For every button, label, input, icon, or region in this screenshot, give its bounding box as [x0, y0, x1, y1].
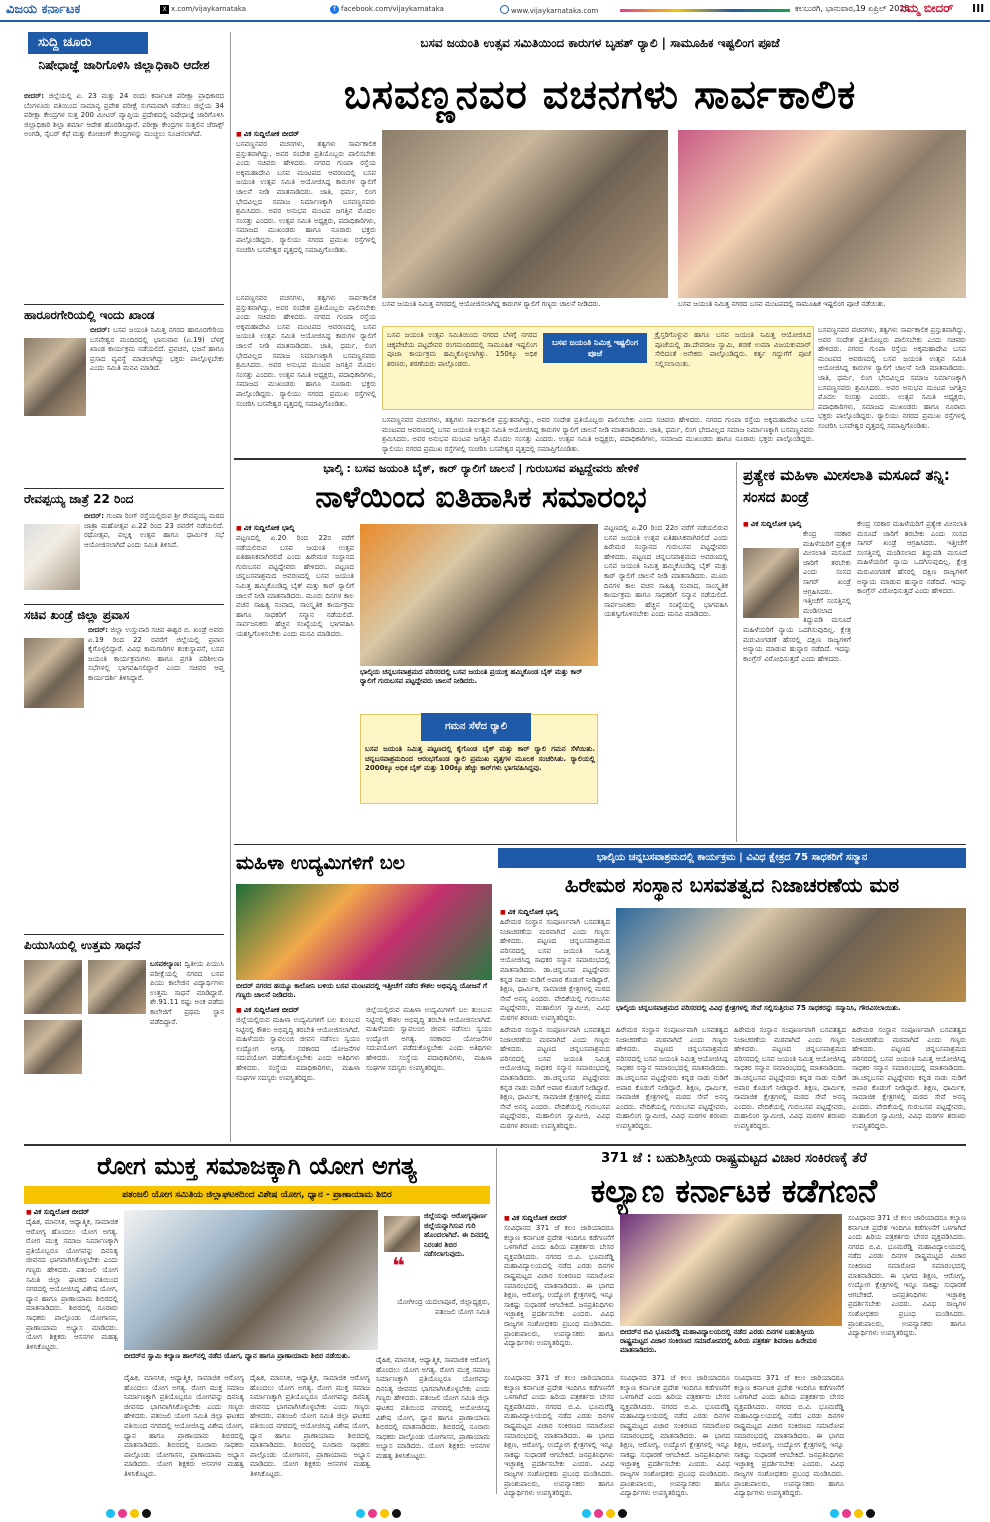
story-body: ಬಸವಣ್ಣನವರ ವಚನಗಳು, ತತ್ವಗಳು ಸಾರ್ವಕಾಲಿಕ ಪ್ರಸ್ತುತವಾಗಿದ್ದು, ಅವರ ಸಂದೇಶ ಪ್ರತಿಯೊಬ್ಬರು ಪಾಲಿಸಬೇಕು ಎಂದು ಸಚಿವರು ಹೇಳಿದರು. ನಗರದ ಗುಂಪಾ ರಸ್ತೆಯ ಅಕ್ಕಮಹಾದೇವಿ ಬಸವ ಮಂಟಪದ ಆವರಣದಲ್ಲಿ ಬಸವ ಜಯಂತಿ ಉತ್ಸವ ಸಮಿತಿ ಆಯೋಜಿಸಿದ್ದ ಕಾರುಗಳ ರ‍್ಯಾಲಿಗೆ ಚಾಲನೆ ನೀಡಿ ಮಾತನಾಡಿದರು. ಜಾತಿ, ಧರ್ಮ, ಲಿಂಗ ಭೇದವಿಲ್ಲದ ಸಮಾಜ ನಿರ್ಮಾಣಕ್ಕಾಗಿ ಬಸವಣ್ಣನವರು ಶ್ರಮಿಸಿದರು. ಅವರ ಅನುಭವ ಮಂಟಪ ಜಗತ್ತಿನ ಮೊದಲ ಸಂಸತ್ತು ಎಂದರು. ಉತ್ಸವ ಸಮಿತಿ ಅಧ್ಯಕ್ಷರು, ಪದಾಧಿಕಾರಿಗಳು, ಸಮಾಜದ ಮುಖಂಡರು ಹಾಗೂ ನೂರಾರು ಭಕ್ತರು ಪಾಲ್ಗೊಂಡಿದ್ದರು. ರ‍್ಯಾಲಿಯು ನಗರದ ಪ್ರಮುಖ ರಸ್ತೆಗಳಲ್ಲಿ ಸಂಚರಿಸಿ ಬಸವೇಶ್ವರ ವೃತ್ತದಲ್ಲಿ ಸಮಾಪ್ತಿಗೊಂಡಿತು. [236, 140, 376, 254]
highlight-box-left: ಬಸವ ಜಯಂತಿ ಉತ್ಸವ ಸಮಿತಿಯಿಂದ ನಗರದ ಬೆಳಗ್ಗೆ ನಗರದ ಚಿಕ್ಕಪೇಟೆಯ ಪಟ್ಟದೇವರ ರಂಗಮಂದಿರದಲ್ಲಿ ಸಾಮೂಹಿಕ ಇಷ್ಟಲಿಂಗ ಪೂಜಾ ಕಾರ್ಯಕ್ರಮ ಹಮ್ಮಿಕೊಳ್ಳಲಾಗಿತ್ತು. 150ಕ್ಕೂ ಅಧಿಕ ಶರಣರು, ಶರಣೆಯರು ಪಾಲ್ಗೊಂಡರು. [387, 331, 537, 368]
story-kicker: ಬಸವ ಜಯಂತಿ ಉತ್ಸವ ಸಮಿತಿಯಿಂದ ಕಾರುಗಳ ಬೃಹತ್ ರ‍್ಯಾಲಿ | ಸಾಮೂಹಿಕ ಇಷ್ಟಲಿಂಗ ಪೂಜೆ [420, 36, 780, 50]
story-body: ಸಂವಿಧಾನದ 371 ಜೆ ಕಲಂ ಜಾರಿಯಾದರೂ ಕಲ್ಯಾಣ ಕರ್ನಾಟಕ ಪ್ರದೇಶ ಇಂದಿಗೂ ಕಡೆಗಣನೆಗೆ ಒಳಗಾಗಿದೆ ಎಂದು ಹಿರಿಯ ಪತ್ರಕರ್ತರು ಬೇಸರ ವ್ಯಕ್ತಪಡಿಸಿದರು. ನಗರದ ಬಿ.ವಿ. ಭೂಮರೆಡ್ಡಿ ಮಹಾವಿದ್ಯಾಲಯದಲ್ಲಿ ನಡೆದ ಎರಡು ದಿನಗಳ ರಾಷ್ಟ್ರಮಟ್ಟದ ವಿಚಾರ ಸಂಕಿರಣದ ಸಮಾರೋಪ ಸಮಾರಂಭದಲ್ಲಿ ಮಾತನಾಡಿದರು. ಈ ಭಾಗದ ಶಿಕ್ಷಣ, ಆರೋಗ್ಯ, ಉದ್ಯೋಗ ಕ್ಷೇತ್ರಗಳಲ್ಲಿ ಇನ್ನೂ ಸಾಕಷ್ಟು ಸುಧಾರಣೆ ಆಗಬೇಕಿದೆ. ಜನಪ್ರತಿನಿಧಿಗಳು ಇಚ್ಛಾಶಕ್ತಿ ಪ್ರದರ್ಶಿಸಬೇಕು ಎಂದರು. ವಿವಿಧ ರಾಜ್ಯಗಳ ಸಂಶೋಧಕರು ಪ್ರಬಂಧ ಮಂಡಿಸಿದರು. ಪ್ರಾಂಶುಪಾಲರು, ಉಪನ್ಯಾಸಕರು ಹಾಗೂ ವಿದ್ಯಾರ್ಥಿಗಳು ಉಪಸ್ಥಿತರಿದ್ದರು. [734, 1374, 844, 1498]
story-body: ಬಸವಣ್ಣನವರ ವಚನಗಳು, ತತ್ವಗಳು ಸಾರ್ವಕಾಲಿಕ ಪ್ರಸ್ತುತವಾಗಿದ್ದು, ಅವರ ಸಂದೇಶ ಪ್ರತಿಯೊಬ್ಬರು ಪಾಲಿಸಬೇಕು ಎಂದು ಸಚಿವರು ಹೇಳಿದರು. ನಗರದ ಗುಂಪಾ ರಸ್ತೆಯ ಅಕ್ಕಮಹಾದೇವಿ ಬಸವ ಮಂಟಪದ ಆವರಣದಲ್ಲಿ ಬಸವ ಜಯಂತಿ ಉತ್ಸವ ಸಮಿತಿ ಆಯೋಜಿಸಿದ್ದ ಕಾರುಗಳ ರ‍್ಯಾಲಿಗೆ ಚಾಲನೆ ನೀಡಿ ಮಾತನಾಡಿದರು. ಜಾತಿ, ಧರ್ಮ, ಲಿಂಗ ಭೇದವಿಲ್ಲದ ಸಮಾಜ ನಿರ್ಮಾಣಕ್ಕಾಗಿ ಬಸವಣ್ಣನವರು ಶ್ರಮಿಸಿದರು. ಅವರ ಅನುಭವ ಮಂಟಪ ಜಗತ್ತಿನ ಮೊದಲ ಸಂಸತ್ತು ಎಂದರು. ಉತ್ಸವ ಸಮಿತಿ ಅಧ್ಯಕ್ಷರು, ಪದಾಧಿಕಾರಿಗಳು, ಸಮಾಜದ ಮುಖಂಡರು ಹಾಗೂ ನೂರಾರು ಭಕ್ತರು ಪಾಲ್ಗೊಂಡಿದ್ದರು. ರ‍್ಯಾಲಿಯು ನಗರದ ಪ್ರಮುಖ ರಸ್ತೆಗಳಲ್ಲಿ ಸಂಚರಿಸಿ ಬಸವೇಶ್ವರ ವೃತ್ತದಲ್ಲಿ ಸಮಾಪ್ತಿಗೊಂಡಿತು. [818, 326, 966, 430]
briefs-header: ಸುದ್ದಿ ಚೂರು [28, 32, 148, 54]
story-kicker: ಭಾಲ್ಕಿ : ಬಸವ ಜಯಂತಿ ಬೈಕ್, ಕಾರ್ ರ‍್ಯಾಲಿಗೆ ಚಾಲನೆ | ಗುರುಬಸವ ಪಟ್ಟದ್ದೇವರು ಹೇಳಿಕೆ [323, 462, 639, 475]
masthead [0, 0, 990, 22]
photo-caption: ಬಸವ ಜಯಂತಿ ನಿಮಿತ್ತ ನಗರದಲ್ಲಿ ಆಯೋಜಿಸಲಾಗಿದ್ದ ಕಾರುಗಳ ರ‍್ಯಾಲಿಗೆ ಗಣ್ಯರು ಚಾಲನೆ ನೀಡಿದರು. [382, 300, 601, 308]
divider [234, 458, 966, 460]
story-byline: ■ ವಿಕ ಸುದ್ದಿಲೋಕ ಬೀದರ್ [236, 1006, 299, 1015]
car-rally-photo [382, 130, 668, 298]
quote-mark-icon: ❝ [392, 1254, 405, 1279]
registration-marks [830, 1503, 878, 1522]
registration-marks [356, 1503, 404, 1522]
registration-marks [582, 1503, 630, 1522]
story-headline: ಕಲ್ಯಾಣ ಕರ್ನಾಟಕ ಕಡೆಗಣನೆ [590, 1172, 878, 1210]
yoga-story [24, 1148, 490, 1494]
globe-icon [500, 5, 509, 14]
story-body: ಸಂವಿಧಾನದ 371 ಜೆ ಕಲಂ ಜಾರಿಯಾದರೂ ಕಲ್ಯಾಣ ಕರ್ನಾಟಕ ಪ್ರದೇಶ ಇಂದಿಗೂ ಕಡೆಗಣನೆಗೆ ಒಳಗಾಗಿದೆ ಎಂದು ಹಿರಿಯ ಪತ್ರಕರ್ತರು ಬೇಸರ ವ್ಯಕ್ತಪಡಿಸಿದರು. ನಗರದ ಬಿ.ವಿ. ಭೂಮರೆಡ್ಡಿ ಮಹಾವಿದ್ಯಾಲಯದಲ್ಲಿ ನಡೆದ ಎರಡು ದಿನಗಳ ರಾಷ್ಟ್ರಮಟ್ಟದ ವಿಚಾರ ಸಂಕಿರಣದ ಸಮಾರೋಪ ಸಮಾರಂಭದಲ್ಲಿ ಮಾತನಾಡಿದರು. ಈ ಭಾಗದ ಶಿಕ್ಷಣ, ಆರೋಗ್ಯ, ಉದ್ಯೋಗ ಕ್ಷೇತ್ರಗಳಲ್ಲಿ ಇನ್ನೂ ಸಾಕಷ್ಟು ಸುಧಾರಣೆ ಆಗಬೇಕಿದೆ. ಜನಪ್ರತಿನಿಧಿಗಳು ಇಚ್ಛಾಶಕ್ತಿ ಪ್ರದರ್ಶಿಸಬೇಕು ಎಂದರು. ವಿವಿಧ ರಾಜ್ಯಗಳ ಸಂಶೋಧಕರು ಪ್ರಬಂಧ ಮಂಡಿಸಿದರು. ಪ್ರಾಂಶುಪಾಲರು, ಉಪನ್ಯಾಸಕರು ಹಾಗೂ ವಿದ್ಯಾರ್ಥಿಗಳು ಉಪಸ್ಥಿತರಿದ್ದರು. [620, 1374, 730, 1498]
women-entrepreneurs-story [234, 848, 492, 1142]
story-byline: ■ ವಿಕ ಸುದ್ದಿಲೋಕ ಭಾಲ್ಕಿ [500, 908, 558, 917]
x-icon: X [160, 5, 169, 14]
edition-name: ನಮ್ಮ ಬೀದರ್ [900, 1, 954, 15]
story-body: ದೈಹಿಕ, ಮಾನಸಿಕ, ಆಧ್ಯಾತ್ಮಿಕ, ಸಾಮಾಜಿಕ ಆರೋಗ್ಯ ಹೊಂದಲು ಯೋಗ ಅಗತ್ಯ. ರೋಗ ಮುಕ್ತ ಸಮಾಜ ನಿರ್ಮಾಣಕ್ಕಾಗಿ ಪ್ರತಿಯೊಬ್ಬರೂ ಯೋಗವನ್ನು ದಿನನಿತ್ಯ ಜೀವನದ ಭಾಗವಾಗಿಸಿಕೊಳ್ಳಬೇಕು ಎಂದು ಗಣ್ಯರು ಹೇಳಿದರು. ಪತಂಜಲಿ ಯೋಗ ಸಮಿತಿ ಜಿಲ್ಲಾ ಘಟಕದ ವತಿಯಿಂದ ನಗರದಲ್ಲಿ ಆಯೋಜಿಸಿದ್ದ ವಿಶೇಷ ಯೋಗ, ಧ್ಯಾನ ಹಾಗೂ ಪ್ರಾಣಾಯಾಮ ಶಿಬಿರದಲ್ಲಿ ಮಾತನಾಡಿದರು. ಶಿಬಿರದಲ್ಲಿ ನೂರಾರು ಸಾಧಕರು ಪಾಲ್ಗೊಂಡು ಯೋಗಾಸನ, ಪ್ರಾಣಾಯಾಮ ಅಭ್ಯಾಸ ಮಾಡಿದರು. ಯೋಗ ಶಿಕ್ಷಕರು ಆಸನಗಳ ಮಹತ್ವ ತಿಳಿಸಿಕೊಟ್ಟರು. [124, 1374, 244, 1478]
story-body: ಹಿರೇಮಠ ಸಂಸ್ಥಾನ ಸಂಪೂರ್ಣವಾಗಿ ಬಸವತತ್ವದ ನಿಜಾಚರಣೆಯ ಮಠವಾಗಿದೆ ಎಂದು ಗಣ್ಯರು ಹೇಳಿದರು. ಪಟ್ಟಣದ ಚನ್ನಬಸವಾಶ್ರಮದ ಪರಿಸರದಲ್ಲಿ ಬಸವ ಜಯಂತಿ ನಿಮಿತ್ತ ಆಯೋಜಿಸಿದ್ದ ಸಾಧಕರ ಸನ್ಮಾನ ಸಮಾರಂಭದಲ್ಲಿ ಮಾತನಾಡಿದರು. ಡಾ.ಚನ್ನಬಸವ ಪಟ್ಟದ್ದೇವರು ಕನ್ನಡ ನಾಡು ನುಡಿಗೆ ಅಪಾರ ಕೊಡುಗೆ ನೀಡಿದ್ದಾರೆ. ಶಿಕ್ಷಣ, ಧಾರ್ಮಿಕ, ಸಾಮಾಜಿಕ ಕ್ಷೇತ್ರಗಳಲ್ಲಿ ಮಠದ ಸೇವೆ ಅನನ್ಯ ಎಂದರು. ವೇದಿಕೆಯಲ್ಲಿ ಗುರುಬಸವ ಪಟ್ಟದ್ದೇವರು, ಮಹಾಲಿಂಗ ಸ್ವಾಮೀಜಿ, ವಿವಿಧ ಮಠಗಳ ಶರಣರು ಉಪಸ್ಥಿತರಿದ್ದರು. [734, 1026, 846, 1130]
facebook-social-link[interactable]: f facebook.com/vijaykarnataka [330, 5, 444, 14]
story-body: ಜಿಲ್ಲೆಯಲ್ಲಿರುವ ಮಹಿಳಾ ಉದ್ಯಮಿಗಳಿಗೆ ಬಲ ತುಂಬುವ ನಿಟ್ಟಿನಲ್ಲಿ ಕೌಶಲ ಅಭಿವೃದ್ಧಿ ತರಬೇತಿ ಆಯೋಜಿಸಲಾಗಿದೆ. ಮಹಿಳೆಯರು ಸ್ವಾವಲಂಬಿ ಜೀವನ ನಡೆಸಲು ಸ್ವಯಂ ಉದ್ಯೋಗ ಅಗತ್ಯ. ಸರಕಾರದ ಯೋಜನೆಗಳ ಸದುಪಯೋಗ ಪಡೆದುಕೊಳ್ಳಬೇಕು ಎಂದು ಅತಿಥಿಗಳು ಹೇಳಿದರು. ಸಂಸ್ಥೆಯ ಪದಾಧಿಕಾರಿಗಳು, ಮಹಿಳಾ ಸಂಘಗಳ ಸದಸ್ಯರು ಉಪಸ್ಥಿತರಿದ್ದರು. [366, 1006, 492, 1072]
quote-author: ಯೋಗೀಂದ್ರ ಯದಲಾಪೂರೆ, ಜಿಲ್ಲಾಧ್ಯಕ್ಷರು, ಪತಂಜಲಿ ಯೋಗ ಸಮಿತಿ [396, 1298, 490, 1316]
highlight-box [382, 326, 814, 410]
story-byline: ■ ವಿಕ ಸುದ್ದಿಲೋಕ ಬೀದರ್ [504, 1214, 567, 1223]
story-body: ಬಸವಣ್ಣನವರ ವಚನಗಳು, ತತ್ವಗಳು ಸಾರ್ವಕಾಲಿಕ ಪ್ರಸ್ತುತವಾಗಿದ್ದು, ಅವರ ಸಂದೇಶ ಪ್ರತಿಯೊಬ್ಬರು ಪಾಲಿಸಬೇಕು ಎಂದು ಸಚಿವರು ಹೇಳಿದರು. ನಗರದ ಗುಂಪಾ ರಸ್ತೆಯ ಅಕ್ಕಮಹಾದೇವಿ ಬಸವ ಮಂಟಪದ ಆವರಣದಲ್ಲಿ ಬಸವ ಜಯಂತಿ ಉತ್ಸವ ಸಮಿತಿ ಆಯೋಜಿಸಿದ್ದ ಕಾರುಗಳ ರ‍್ಯಾಲಿಗೆ ಚಾಲನೆ ನೀಡಿ ಮಾತನಾಡಿದರು. ಜಾತಿ, ಧರ್ಮ, ಲಿಂಗ ಭೇದವಿಲ್ಲದ ಸಮಾಜ ನಿರ್ಮಾಣಕ್ಕಾಗಿ ಬಸವಣ್ಣನವರು ಶ್ರಮಿಸಿದರು. ಅವರ ಅನುಭವ ಮಂಟಪ ಜಗತ್ತಿನ ಮೊದಲ ಸಂಸತ್ತು ಎಂದರು. ಉತ್ಸವ ಸಮಿತಿ ಅಧ್ಯಕ್ಷರು, ಪದಾಧಿಕಾರಿಗಳು, ಸಮಾಜದ ಮುಖಂಡರು ಹಾಗೂ ನೂರಾರು ಭಕ್ತರು ಪಾಲ್ಗೊಂಡಿದ್ದರು. ರ‍್ಯಾಲಿಯು ನಗರದ ಪ್ರಮುಖ ರಸ್ತೆಗಳಲ್ಲಿ ಸಂಚರಿಸಿ ಬಸವೇಶ್ವರ ವೃತ್ತದಲ್ಲಿ ಸಮಾಪ್ತಿಗೊಂಡಿತು. [236, 294, 376, 408]
photo-caption: ಭಾಲ್ಕಿಯ ಚನ್ನಬಸವಾಶ್ರಮದ ಪರಿಸರದಲ್ಲಿ ಬಸವ ಜಯಂತಿ ಪ್ರಯುಕ್ತ ಹಮ್ಮಿಕೊಂಡ ಬೈಕ್ ಮತ್ತು ಕಾರ್ ರ‍್ಯಾಲಿಗೆ ಗುರುಬಸವ ಪಟ್ಟದ್ದೇವರು ಚಾಲನೆ ನೀಡಿದರು. [360, 668, 583, 685]
story-body: ದೈಹಿಕ, ಮಾನಸಿಕ, ಆಧ್ಯಾತ್ಮಿಕ, ಸಾಮಾಜಿಕ ಆರೋಗ್ಯ ಹೊಂದಲು ಯೋಗ ಅಗತ್ಯ. ರೋಗ ಮುಕ್ತ ಸಮಾಜ ನಿರ್ಮಾಣಕ್ಕಾಗಿ ಪ್ರತಿಯೊಬ್ಬರೂ ಯೋಗವನ್ನು ದಿನನಿತ್ಯ ಜೀವನದ ಭಾಗವಾಗಿಸಿಕೊಳ್ಳಬೇಕು ಎಂದು ಗಣ್ಯರು ಹೇಳಿದರು. ಪತಂಜಲಿ ಯೋಗ ಸಮಿತಿ ಜಿಲ್ಲಾ ಘಟಕದ ವತಿಯಿಂದ ನಗರದಲ್ಲಿ ಆಯೋಜಿಸಿದ್ದ ವಿಶೇಷ ಯೋಗ, ಧ್ಯಾನ ಹಾಗೂ ಪ್ರಾಣಾಯಾಮ ಶಿಬಿರದಲ್ಲಿ ಮಾತನಾಡಿದರು. ಶಿಬಿರದಲ್ಲಿ ನೂರಾರು ಸಾಧಕರು ಪಾಲ್ಗೊಂಡು ಯೋಗಾಸನ, ಪ್ರಾಣಾಯಾಮ ಅಭ್ಯಾಸ ಮಾಡಿದರು. ಯೋಗ ಶಿಕ್ಷಕರು ಆಸನಗಳ ಮಹತ್ವ ತಿಳಿಸಿಕೊಟ್ಟರು. [250, 1374, 370, 1478]
story-body: ಕೇಂದ್ರ ಸರಕಾರ ಮಹಿಳೆಯರಿಗೆ ಪ್ರತ್ಯೇಕ ಮೀಸಲಾತಿ ಮಸೂದೆ ಜಾರಿಗೆ ತರಬೇಕು ಎಂದು ಸಂಸದ ಸಾಗರ್ ಖಂಡ್ರೆ ಆಗ್ರಹಿಸಿದರು. ಇತ್ತೀಚೆಗೆ ಸಂಸತ್ತಿನಲ್ಲಿ ಮಂಡಿಸಲಾದ ತಿದ್ದುಪಡಿ ಮಸೂದೆ ಮಹಿಳೆಯರಿಗೆ ನ್ಯಾಯ ಒದಗಿಸುವುದಿಲ್ಲ. ಕ್ಷೇತ್ರ ಮರುವಿಂಗಡಣೆ ಹೆಸರಲ್ಲಿ ದಕ್ಷಿಣ ರಾಜ್ಯಗಳಿಗೆ ಅನ್ಯಾಯ ಮಾಡುವ ಹುನ್ನಾರ ನಡೆದಿದೆ. ಇದನ್ನು ಕಾಂಗ್ರೆಸ್ ವಿರೋಧಿಸುತ್ತದೆ ಎಂದು ಹೇಳಿದರು. [857, 520, 967, 596]
column-divider [496, 1148, 497, 1494]
brief-title: ಸಚಿವ ಖಂಡ್ರೆ ಜಿಲ್ಲಾ ಪ್ರವಾಸ [24, 608, 130, 622]
story-headline: ರೋಗ ಮುಕ್ತ ಸಮಾಜಕ್ಕಾಗಿ ಯೋಗ ಅಗತ್ಯ [97, 1152, 417, 1180]
khandre-story [736, 462, 966, 842]
story-headline: ಮಹಿಳಾ ಉದ್ಯಮಿಗಳಿಗೆ ಬಲ [236, 852, 405, 874]
ishtalinga-puja-photo [678, 130, 966, 298]
story-body: ಸಂವಿಧಾನದ 371 ಜೆ ಕಲಂ ಜಾರಿಯಾದರೂ ಕಲ್ಯಾಣ ಕರ್ನಾಟಕ ಪ್ರದೇಶ ಇಂದಿಗೂ ಕಡೆಗಣನೆಗೆ ಒಳಗಾಗಿದೆ ಎಂದು ಹಿರಿಯ ಪತ್ರಕರ್ತರು ಬೇಸರ ವ್ಯಕ್ತಪಡಿಸಿದರು. ನಗರದ ಬಿ.ವಿ. ಭೂಮರೆಡ್ಡಿ ಮಹಾವಿದ್ಯಾಲಯದಲ್ಲಿ ನಡೆದ ಎರಡು ದಿನಗಳ ರಾಷ್ಟ್ರಮಟ್ಟದ ವಿಚಾರ ಸಂಕಿರಣದ ಸಮಾರೋಪ ಸಮಾರಂಭದಲ್ಲಿ ಮಾತನಾಡಿದರು. ಈ ಭಾಗದ ಶಿಕ್ಷಣ, ಆರೋಗ್ಯ, ಉದ್ಯೋಗ ಕ್ಷೇತ್ರಗಳಲ್ಲಿ ಇನ್ನೂ ಸಾಕಷ್ಟು ಸುಧಾರಣೆ ಆಗಬೇಕಿದೆ. ಜನಪ್ರತಿನಿಧಿಗಳು ಇಚ್ಛಾಶಕ್ತಿ ಪ್ರದರ್ಶಿಸಬೇಕು ಎಂದರು. ವಿವಿಧ ರಾಜ್ಯಗಳ ಸಂಶೋಧಕರು ಪ್ರಬಂಧ ಮಂಡಿಸಿದರು. ಪ್ರಾಂಶುಪಾಲರು, ಉಪನ್ಯಾಸಕರು ಹಾಗೂ ವಿದ್ಯಾರ್ಥಿಗಳು ಉಪಸ್ಥಿತರಿದ್ದರು. [504, 1374, 614, 1498]
quote-text: ಜಿಲ್ಲೆಯನ್ನು ಆರೋಗ್ಯಪೂರ್ಣ ಜಿಲ್ಲೆಯನ್ನಾಗಿಸುವ ಗುರಿ ಹೊಂದಲಾಗಿದೆ. ಈ ದಿನದಲ್ಲಿ ನಿರಂತರ ಶಿಬಿರ ನಡೆಸಲಾಗುವುದು. [424, 1212, 489, 1259]
x-social-link[interactable]: X x.com/vijaykarnataka [160, 5, 246, 14]
story-body: ದೈಹಿಕ, ಮಾನಸಿಕ, ಆಧ್ಯಾತ್ಮಿಕ, ಸಾಮಾಜಿಕ ಆರೋಗ್ಯ ಹೊಂದಲು ಯೋಗ ಅಗತ್ಯ. ರೋಗ ಮುಕ್ತ ಸಮಾಜ ನಿರ್ಮಾಣಕ್ಕಾಗಿ ಪ್ರತಿಯೊಬ್ಬರೂ ಯೋಗವನ್ನು ದಿನನಿತ್ಯ ಜೀವನದ ಭಾಗವಾಗಿಸಿಕೊಳ್ಳಬೇಕು ಎಂದು ಗಣ್ಯರು ಹೇಳಿದರು. ಪತಂಜಲಿ ಯೋಗ ಸಮಿತಿ ಜಿಲ್ಲಾ ಘಟಕದ ವತಿಯಿಂದ ನಗರದಲ್ಲಿ ಆಯೋಜಿಸಿದ್ದ ವಿಶೇಷ ಯೋಗ, ಧ್ಯಾನ ಹಾಗೂ ಪ್ರಾಣಾಯಾಮ ಶಿಬಿರದಲ್ಲಿ ಮಾತನಾಡಿದರು. ಶಿಬಿರದಲ್ಲಿ ನೂರಾರು ಸಾಧಕರು ಪಾಲ್ಗೊಂಡು ಯೋಗಾಸನ, ಪ್ರಾಣಾಯಾಮ ಅಭ್ಯಾಸ ಮಾಡಿದರು. ಯೋಗ ಶಿಕ್ಷಕರು ಆಸನಗಳ ಮಹತ್ವ ತಿಳಿಸಿಕೊಟ್ಟರು. [26, 1218, 118, 1351]
kalyana-karnataka-story [502, 1148, 966, 1498]
felicitation-photo [616, 908, 966, 1002]
story-body: ಸಂವಿಧಾನದ 371 ಜೆ ಕಲಂ ಜಾರಿಯಾದರೂ ಕಲ್ಯಾಣ ಕರ್ನಾಟಕ ಪ್ರದೇಶ ಇಂದಿಗೂ ಕಡೆಗಣನೆಗೆ ಒಳಗಾಗಿದೆ ಎಂದು ಹಿರಿಯ ಪತ್ರಕರ್ತರು ಬೇಸರ ವ್ಯಕ್ತಪಡಿಸಿದರು. ನಗರದ ಬಿ.ವಿ. ಭೂಮರೆಡ್ಡಿ ಮಹಾವಿದ್ಯಾಲಯದಲ್ಲಿ ನಡೆದ ಎರಡು ದಿನಗಳ ರಾಷ್ಟ್ರಮಟ್ಟದ ವಿಚಾರ ಸಂಕಿರಣದ ಸಮಾರೋಪ ಸಮಾರಂಭದಲ್ಲಿ ಮಾತನಾಡಿದರು. ಈ ಭಾಗದ ಶಿಕ್ಷಣ, ಆರೋಗ್ಯ, ಉದ್ಯೋಗ ಕ್ಷೇತ್ರಗಳಲ್ಲಿ ಇನ್ನೂ ಸಾಕಷ್ಟು ಸುಧಾರಣೆ ಆಗಬೇಕಿದೆ. ಜನಪ್ರತಿನಿಧಿಗಳು ಇಚ್ಛಾಶಕ್ತಿ ಪ್ರದರ್ಶಿಸಬೇಕು ಎಂದರು. ವಿವಿಧ ರಾಜ್ಯಗಳ ಸಂಶೋಧಕರು ಪ್ರಬಂಧ ಮಂಡಿಸಿದರು. ಪ್ರಾಂಶುಪಾಲರು, ಉಪನ್ಯಾಸಕರು ಹಾಗೂ ವಿದ್ಯಾರ್ಥಿಗಳು ಉಪಸ್ಥಿತರಿದ್ದರು. [848, 1214, 966, 1338]
page-number: III [972, 2, 985, 15]
student-photo [88, 960, 146, 1014]
story-body: ಕೇಂದ್ರ ಸರಕಾರ ಮಹಿಳೆಯರಿಗೆ ಪ್ರತ್ಯೇಕ ಮೀಸಲಾತಿ ಮಸೂದೆ ಜಾರಿಗೆ ತರಬೇಕು ಎಂದು ಸಂಸದ ಸಾಗರ್ ಖಂಡ್ರೆ ಆಗ್ರಹಿಸಿದರು. ಇತ್ತೀಚೆಗೆ ಸಂಸತ್ತಿನಲ್ಲಿ ಮಂಡಿಸಲಾದ ತಿದ್ದುಪಡಿ ಮಸೂದೆ ಮಹಿಳೆಯರಿಗೆ ನ್ಯಾಯ ಒದಗಿಸುವುದಿಲ್ಲ. ಕ್ಷೇತ್ರ ಮರುವಿಂಗಡಣೆ ಹೆಸರಲ್ಲಿ ದಕ್ಷಿಣ ರಾಜ್ಯಗಳಿಗೆ ಅನ್ಯಾಯ ಮಾಡುವ ಹುನ್ನಾರ ನಡೆದಿದೆ. ಇದನ್ನು ಕಾಂಗ್ರೆಸ್ ವಿರೋಧಿಸುತ್ತದೆ ಎಂದು ಹೇಳಿದರು. [743, 530, 851, 663]
brief-body: ಬೀದರ್: ಜಿಲ್ಲಾ ಉಸ್ತುವಾರಿ ಸಚಿವ ಈಶ್ವರ ಬಿ. ಖಂಡ್ರೆ ಅವರು ಏ.19 ರಿಂದ 22 ರವರೆಗೆ ಜಿಲ್ಲೆಯಲ್ಲಿ ಪ್ರವಾಸ ಕೈಗೊಳ್ಳಲಿದ್ದಾರೆ. ವಿವಿಧ ಕಾಮಗಾರಿಗಳ ಶಂಕುಸ್ಥಾಪನೆ, ಬಸವ ಜಯಂತಿ ಕಾರ್ಯಕ್ರಮಗಳು ಹಾಗೂ ಪ್ರಗತಿ ಪರಿಶೀಲನಾ ಸಭೆಗಳಲ್ಲಿ ಭಾಗವಹಿಸಲಿದ್ದಾರೆ ಎಂದು ಸಚಿವರ ಆಪ್ತ ಕಾರ್ಯದರ್ಶಿ ತಿಳಿಸಿದ್ದಾರೆ. [88, 626, 224, 682]
story-band: ಭಾಲ್ಕಿಯ ಚನ್ನಬಸವಾಶ್ರಮದಲ್ಲಿ ಕಾರ್ಯಕ್ರಮ | ವಿವಿಧ ಕ್ಷೇತ್ರದ 75 ಸಾಧಕರಿಗೆ ಸನ್ಮಾನ [498, 848, 966, 868]
story-body: ಹಿರೇಮಠ ಸಂಸ್ಥಾನ ಸಂಪೂರ್ಣವಾಗಿ ಬಸವತತ್ವದ ನಿಜಾಚರಣೆಯ ಮಠವಾಗಿದೆ ಎಂದು ಗಣ್ಯರು ಹೇಳಿದರು. ಪಟ್ಟಣದ ಚನ್ನಬಸವಾಶ್ರಮದ ಪರಿಸರದಲ್ಲಿ ಬಸವ ಜಯಂತಿ ನಿಮಿತ್ತ ಆಯೋಜಿಸಿದ್ದ ಸಾಧಕರ ಸನ್ಮಾನ ಸಮಾರಂಭದಲ್ಲಿ ಮಾತನಾಡಿದರು. ಡಾ.ಚನ್ನಬಸವ ಪಟ್ಟದ್ದೇವರು ಕನ್ನಡ ನಾಡು ನುಡಿಗೆ ಅಪಾರ ಕೊಡುಗೆ ನೀಡಿದ್ದಾರೆ. ಶಿಕ್ಷಣ, ಧಾರ್ಮಿಕ, ಸಾಮಾಜಿಕ ಕ್ಷೇತ್ರಗಳಲ್ಲಿ ಮಠದ ಸೇವೆ ಅನನ್ಯ ಎಂದರು. ವೇದಿಕೆಯಲ್ಲಿ ಗುರುಬಸವ ಪಟ್ಟದ್ದೇವರು, ಮಹಾಲಿಂಗ ಸ್ವಾಮೀಜಿ, ವಿವಿಧ ಮಠಗಳ ಶರಣರು ಉಪಸ್ಥಿತರಿದ್ದರು. [616, 1026, 728, 1130]
story-headline: ನಾಳೆಯಿಂದ ಐತಿಹಾಸಿಕ ಸಮಾರಂಭ [315, 480, 647, 515]
story-headline: ಪ್ರತ್ಯೇಕ ಮಹಿಳಾ ಮೀಸಲಾತಿ ಮಸೂದೆ ತನ್ನಿ: ಸಂಸದ ಖಂಡ್ರೆ [743, 466, 950, 506]
story-byline: ■ ವಿಕ ಸುದ್ದಿಲೋಕ ಬೀದರ್ [26, 1208, 89, 1217]
brief-body: ಬೀದರ್: ಜಿಲ್ಲೆಯಲ್ಲಿ ಏ. 23 ಮತ್ತು 24 ರಂದು ಕರ್ನಾಟಕ ಪರೀಕ್ಷಾ ಪ್ರಾಧಿಕಾರದ ಬೆಂಗಳೂರು ವತಿಯಿಂದ ಸಾಮಾನ್ಯ ಪ್ರವೇಶ ಪರೀಕ್ಷೆ ಸುಗಮವಾಗಿ ನಡೆಸಲು ಜಿಲ್ಲೆಯ 34 ಪರೀಕ್ಷಾ ಕೇಂದ್ರಗಳ ಸುತ್ತ 200 ಮೀಟರ್ ವ್ಯಾಪ್ತಿಯ ಪ್ರದೇಶದಲ್ಲಿ ನಿಷೇಧಾಜ್ಞೆ ಜಾರಿಗೊಳಿಸಿ ಜಿಲ್ಲಾಧಿಕಾರಿ ಶಿಲ್ಪಾ ಶರ್ಮಾ ಆದೇಶ ಹೊರಡಿಸಿದ್ದಾರೆ. ಪರೀಕ್ಷಾ ಕೇಂದ್ರಗಳ ಸುತ್ತಲಿನ ಜೆರಾಕ್ಸ್ ಅಂಗಡಿ, ಸೈಬರ್ ಕೆಫೆ ಮತ್ತು ಕೋಚಿಂಗ್ ಕೇಂದ್ರಗಳನ್ನು ಮುಚ್ಚಲು ಸೂಚಿಸಲಾಗಿದೆ. [24, 92, 224, 139]
brief-title: ಪಿಯುಸಿಯಲ್ಲಿ ಉತ್ತಮ ಸಾಧನೆ [24, 938, 141, 952]
story-headline: ಬಸವಣ್ಣನವರ ವಚನಗಳು ಸಾರ್ವಕಾಲಿಕ [343, 72, 857, 118]
photo-caption: ಭಾಲ್ಕಿಯ ಚನ್ನಬಸವಾಶ್ರಮದ ಪರಿಸರದಲ್ಲಿ ವಿವಿಧ ಕ್ಷೇತ್ರಗಳಲ್ಲಿ ಸೇವೆ ಸಲ್ಲಿಸುತ್ತಿರುವ 75 ಸಾಧಕರನ್ನು ಸನ್ಮಾನಿಸಿ, ಗೌರವಿಸಲಾಯಿತು. [616, 1004, 901, 1012]
facebook-icon: f [330, 5, 339, 14]
brief-title: ಹಾರೂರಗೇರಿಯಲ್ಲಿ ಇಂದು ಖಾಂಡ [24, 308, 155, 322]
bhalki-story [234, 462, 728, 842]
story-body: ಸಂವಿಧಾನದ 371 ಜೆ ಕಲಂ ಜಾರಿಯಾದರೂ ಕಲ್ಯಾಣ ಕರ್ನಾಟಕ ಪ್ರದೇಶ ಇಂದಿಗೂ ಕಡೆಗಣನೆಗೆ ಒಳಗಾಗಿದೆ ಎಂದು ಹಿರಿಯ ಪತ್ರಕರ್ತರು ಬೇಸರ ವ್ಯಕ್ತಪಡಿಸಿದರು. ನಗರದ ಬಿ.ವಿ. ಭೂಮರೆಡ್ಡಿ ಮಹಾವಿದ್ಯಾಲಯದಲ್ಲಿ ನಡೆದ ಎರಡು ದಿನಗಳ ರಾಷ್ಟ್ರಮಟ್ಟದ ವಿಚಾರ ಸಂಕಿರಣದ ಸಮಾರೋಪ ಸಮಾರಂಭದಲ್ಲಿ ಮಾತನಾಡಿದರು. ಈ ಭಾಗದ ಶಿಕ್ಷಣ, ಆರೋಗ್ಯ, ಉದ್ಯೋಗ ಕ್ಷೇತ್ರಗಳಲ್ಲಿ ಇನ್ನೂ ಸಾಕಷ್ಟು ಸುಧಾರಣೆ ಆಗಬೇಕಿದೆ. ಜನಪ್ರತಿನಿಧಿಗಳು ಇಚ್ಛಾಶಕ್ತಿ ಪ್ರದರ್ಶಿಸಬೇಕು ಎಂದರು. ವಿವಿಧ ರಾಜ್ಯಗಳ ಸಂಶೋಧಕರು ಪ್ರಬಂಧ ಮಂಡಿಸಿದರು. ಪ್ರಾಂಶುಪಾಲರು, ಉಪನ್ಯಾಸಕರು ಹಾಗೂ ವಿದ್ಯಾರ್ಥಿಗಳು ಉಪಸ್ಥಿತರಿದ್ದರು. [504, 1224, 614, 1348]
story-body: ಹಿರೇಮಠ ಸಂಸ್ಥಾನ ಸಂಪೂರ್ಣವಾಗಿ ಬಸವತತ್ವದ ನಿಜಾಚರಣೆಯ ಮಠವಾಗಿದೆ ಎಂದು ಗಣ್ಯರು ಹೇಳಿದರು. ಪಟ್ಟಣದ ಚನ್ನಬಸವಾಶ್ರಮದ ಪರಿಸರದಲ್ಲಿ ಬಸವ ಜಯಂತಿ ನಿಮಿತ್ತ ಆಯೋಜಿಸಿದ್ದ ಸಾಧಕರ ಸನ್ಮಾನ ಸಮಾರಂಭದಲ್ಲಿ ಮಾತನಾಡಿದರು. ಡಾ.ಚನ್ನಬಸವ ಪಟ್ಟದ್ದೇವರು ಕನ್ನಡ ನಾಡು ನುಡಿಗೆ ಅಪಾರ ಕೊಡುಗೆ ನೀಡಿದ್ದಾರೆ. ಶಿಕ್ಷಣ, ಧಾರ್ಮಿಕ, ಸಾಮಾಜಿಕ ಕ್ಷೇತ್ರಗಳಲ್ಲಿ ಮಠದ ಸೇವೆ ಅನನ್ಯ ಎಂದರು. ವೇದಿಕೆಯಲ್ಲಿ ಗುರುಬಸವ ಪಟ್ಟದ್ದೇವರು, ಮಹಾಲಿಂಗ ಸ್ವಾಮೀಜಿ, ವಿವಿಧ ಮಠಗಳ ಶರಣರು ಉಪಸ್ಥಿತರಿದ್ದರು. [500, 918, 610, 1022]
bike-rally-photo [360, 524, 598, 666]
brief-body: ಬಸವಕಲ್ಯಾಣ: ದ್ವಿತೀಯ ಪಿಯುಸಿ ಪರೀಕ್ಷೆಯಲ್ಲಿ ನಗರದ ಬಸವ ಪಿಯು ಕಾಲೇಜಿನ ವಿದ್ಯಾರ್ಥಿಗಳು ಉತ್ತಮ ಸಾಧನೆ ಮಾಡಿದ್ದಾರೆ. ಶೇ.91.11 ರಷ್ಟು ಅಂಕ ಪಡೆದು ಕಾಲೇಜಿಗೆ ಪ್ರಥಮ ಸ್ಥಾನ ಪಡೆದಿದ್ದಾರೆ. [150, 960, 224, 1026]
column-divider [230, 32, 231, 1142]
registration-marks [106, 1503, 154, 1522]
story-body: ಹಿರೇಮಠ ಸಂಸ್ಥಾನ ಸಂಪೂರ್ಣವಾಗಿ ಬಸವತತ್ವದ ನಿಜಾಚರಣೆಯ ಮಠವಾಗಿದೆ ಎಂದು ಗಣ್ಯರು ಹೇಳಿದರು. ಪಟ್ಟಣದ ಚನ್ನಬಸವಾಶ್ರಮದ ಪರಿಸರದಲ್ಲಿ ಬಸವ ಜಯಂತಿ ನಿಮಿತ್ತ ಆಯೋಜಿಸಿದ್ದ ಸಾಧಕರ ಸನ್ಮಾನ ಸಮಾರಂಭದಲ್ಲಿ ಮಾತನಾಡಿದರು. ಡಾ.ಚನ್ನಬಸವ ಪಟ್ಟದ್ದೇವರು ಕನ್ನಡ ನಾಡು ನುಡಿಗೆ ಅಪಾರ ಕೊಡುಗೆ ನೀಡಿದ್ದಾರೆ. ಶಿಕ್ಷಣ, ಧಾರ್ಮಿಕ, ಸಾಮಾಜಿಕ ಕ್ಷೇತ್ರಗಳಲ್ಲಿ ಮಠದ ಸೇವೆ ಅನನ್ಯ ಎಂದರು. ವೇದಿಕೆಯಲ್ಲಿ ಗುರುಬಸವ ಪಟ್ಟದ್ದೇವರು, ಮಹಾಲಿಂಗ ಸ್ವಾಮೀಜಿ, ವಿವಿಧ ಮಠಗಳ ಶರಣರು ಉಪಸ್ಥಿತರಿದ್ದರು. [852, 1026, 966, 1130]
story-body: ಜಿಲ್ಲೆಯಲ್ಲಿರುವ ಮಹಿಳಾ ಉದ್ಯಮಿಗಳಿಗೆ ಬಲ ತುಂಬುವ ನಿಟ್ಟಿನಲ್ಲಿ ಕೌಶಲ ಅಭಿವೃದ್ಧಿ ತರಬೇತಿ ಆಯೋಜಿಸಲಾಗಿದೆ. ಮಹಿಳೆಯರು ಸ್ವಾವಲಂಬಿ ಜೀವನ ನಡೆಸಲು ಸ್ವಯಂ ಉದ್ಯೋಗ ಅಗತ್ಯ. ಸರಕಾರದ ಯೋಜನೆಗಳ ಸದುಪಯೋಗ ಪಡೆದುಕೊಳ್ಳಬೇಕು ಎಂದು ಅತಿಥಿಗಳು ಹೇಳಿದರು. ಸಂಸ್ಥೆಯ ಪದಾಧಿಕಾರಿಗಳು, ಮಹಿಳಾ ಸಂಘಗಳ ಸದಸ್ಯರು ಉಪಸ್ಥಿತರಿದ್ದರು. [236, 1016, 360, 1082]
highlight-box-body: ಬಸವ ಜಯಂತಿ ನಿಮಿತ್ತ ಪಟ್ಟಣದಲ್ಲಿ ಕೈಗೊಂಡ ಬೈಕ್ ಮತ್ತು ಕಾರ್ ರ‍್ಯಾಲಿ ಗಮನ ಸೆಳೆಯಿತು. ಚನ್ನಬಸವಾಶ್ರಮದಿಂದ ಆರಂಭಗೊಂಡ ರ‍್ಯಾಲಿ ಪ್ರಮುಖ ವೃತ್ತಗಳ ಮೂಲಕ ಸಂಚರಿಸಿತು. ರ‍್ಯಾಲಿಯಲ್ಲಿ 2000ಕ್ಕೂ ಅಧಿಕ ಬೈಕ್ ಮತ್ತು 100ಕ್ಕೂ ಹೆಚ್ಚು ಕಾರ್‌ಗಳು ಭಾಗವಹಿಸಿದ್ದವು. [365, 745, 595, 773]
brief-title: ರೇವಪ್ಪಯ್ಯ ಜಾತ್ರೆ 22 ರಿಂದ [24, 492, 134, 506]
divider [24, 934, 224, 935]
event-photo [236, 884, 492, 980]
brief-body: ಬೀದರ್: ಬಸವ ಜಯಂತಿ ನಿಮಿತ್ತ ನಗರದ ಹಾರೂರಗೇರಿಯ ಬಸವೇಶ್ವರ ಮಂದಿರದಲ್ಲಿ ಭಾನುವಾರ (ಏ.19) ಬೆಳಗ್ಗೆ ಖಾಂಡ ಕಾರ್ಯಕ್ರಮ ನಡೆಯಲಿದೆ. ಪ್ರವಚನ, ಭಜನೆ ಹಾಗೂ ಪ್ರಸಾದ ವ್ಯವಸ್ಥೆ ಮಾಡಲಾಗಿದ್ದು ಭಕ್ತರು ಪಾಲ್ಗೊಳ್ಳಬೇಕು ಎಂದು ಸಮಿತಿ ಮನವಿ ಮಾಡಿದೆ. [90, 326, 224, 373]
divider [24, 488, 224, 489]
student-photo [24, 960, 82, 1014]
story-body: ಪಟ್ಟಣದಲ್ಲಿ ಏ.20 ರಿಂದ 22ರ ವರೆಗೆ ನಡೆಯಲಿರುವ ಬಸವ ಜಯಂತಿ ಉತ್ಸವ ಐತಿಹಾಸಿಕವಾಗಿರಲಿದೆ ಎಂದು ಹಿರೇಮಠ ಸಂಸ್ಥಾನದ ಗುರುಬಸವ ಪಟ್ಟದ್ದೇವರು ಹೇಳಿದರು. ಪಟ್ಟಣದ ಚನ್ನಬಸವಾಶ್ರಮದ ಆವರಣದಲ್ಲಿ ಬಸವ ಜಯಂತಿ ನಿಮಿತ್ತ ಹಮ್ಮಿಕೊಂಡಿದ್ದ ಬೈಕ್ ಮತ್ತು ಕಾರ್ ರ‍್ಯಾಲಿಗೆ ಚಾಲನೆ ನೀಡಿ ಮಾತನಾಡಿದರು. ಮೂರು ದಿನಗಳ ಕಾಲ ವಚನ ಸಾಹಿತ್ಯ ಸಂವಾದ, ಸಾಂಸ್ಕೃತಿಕ ಕಾರ್ಯಕ್ರಮ ಹಾಗೂ ಸಾಧಕರಿಗೆ ಸನ್ಮಾನ ನಡೆಯಲಿದೆ. ಸಾರ್ವಜನಿಕರು ಹೆಚ್ಚಿನ ಸಂಖ್ಯೆಯಲ್ಲಿ ಭಾಗವಹಿಸಿ ಯಶಸ್ವಿಗೊಳಿಸಬೇಕು ಎಂದು ಮನವಿ ಮಾಡಿದರು. [604, 524, 728, 619]
photo-caption: ಬೀದರ್ ನಗರದ ಹಯ್ಯೂ ಕಾಲೋನಿ ಬಳಿಯ ಬಸವ ಮಂಟಪದಲ್ಲಿ ಇತ್ತೀಚೆಗೆ ನಡೆದ ಕೌಶಲ ಅಭಿವೃದ್ಧಿ ಯೋಜನೆ ಗೆ ಗಣ್ಯರು ಚಾಲನೆ ನೀಡಿದರು. [236, 982, 488, 999]
paper-logo: ವಿಜಯ ಕರ್ನಾಟಕ [6, 2, 81, 17]
yoga-camp-photo [124, 1210, 378, 1350]
story-body: ದೈಹಿಕ, ಮಾನಸಿಕ, ಆಧ್ಯಾತ್ಮಿಕ, ಸಾಮಾಜಿಕ ಆರೋಗ್ಯ ಹೊಂದಲು ಯೋಗ ಅಗತ್ಯ. ರೋಗ ಮುಕ್ತ ಸಮಾಜ ನಿರ್ಮಾಣಕ್ಕಾಗಿ ಪ್ರತಿಯೊಬ್ಬರೂ ಯೋಗವನ್ನು ದಿನನಿತ್ಯ ಜೀವನದ ಭಾಗವಾಗಿಸಿಕೊಳ್ಳಬೇಕು ಎಂದು ಗಣ್ಯರು ಹೇಳಿದರು. ಪತಂಜಲಿ ಯೋಗ ಸಮಿತಿ ಜಿಲ್ಲಾ ಘಟಕದ ವತಿಯಿಂದ ನಗರದಲ್ಲಿ ಆಯೋಜಿಸಿದ್ದ ವಿಶೇಷ ಯೋಗ, ಧ್ಯಾನ ಹಾಗೂ ಪ್ರಾಣಾಯಾಮ ಶಿಬಿರದಲ್ಲಿ ಮಾತನಾಡಿದರು. ಶಿಬಿರದಲ್ಲಿ ನೂರಾರು ಸಾಧಕರು ಪಾಲ್ಗೊಂಡು ಯೋಗಾಸನ, ಪ್ರಾಣಾಯಾಮ ಅಭ್ಯಾಸ ಮಾಡಿದರು. ಯೋಗ ಶಿಕ್ಷಕರು ಆಸನಗಳ ಮಹತ್ವ ತಿಳಿಸಿಕೊಟ್ಟರು. [376, 1356, 490, 1460]
story-body: ಪಟ್ಟಣದಲ್ಲಿ ಏ.20 ರಿಂದ 22ರ ವರೆಗೆ ನಡೆಯಲಿರುವ ಬಸವ ಜಯಂತಿ ಉತ್ಸವ ಐತಿಹಾಸಿಕವಾಗಿರಲಿದೆ ಎಂದು ಹಿರೇಮಠ ಸಂಸ್ಥಾನದ ಗುರುಬಸವ ಪಟ್ಟದ್ದೇವರು ಹೇಳಿದರು. ಪಟ್ಟಣದ ಚನ್ನಬಸವಾಶ್ರಮದ ಆವರಣದಲ್ಲಿ ಬಸವ ಜಯಂತಿ ನಿಮಿತ್ತ ಹಮ್ಮಿಕೊಂಡಿದ್ದ ಬೈಕ್ ಮತ್ತು ಕಾರ್ ರ‍್ಯಾಲಿಗೆ ಚಾಲನೆ ನೀಡಿ ಮಾತನಾಡಿದರು. ಮೂರು ದಿನಗಳ ಕಾಲ ವಚನ ಸಾಹಿತ್ಯ ಸಂವಾದ, ಸಾಂಸ್ಕೃತಿಕ ಕಾರ್ಯಕ್ರಮ ಹಾಗೂ ಸಾಧಕರಿಗೆ ಸನ್ಮಾನ ನಡೆಯಲಿದೆ. ಸಾರ್ವಜನಿಕರು ಹೆಚ್ಚಿನ ಸಂಖ್ಯೆಯಲ್ಲಿ ಭಾಗವಹಿಸಿ ಯಶಸ್ವಿಗೊಳಿಸಬೇಕು ಎಂದು ಮನವಿ ಮಾಡಿದರು. [236, 534, 354, 638]
story-byline: ■ ವಿಕ ಸುದ್ದಿಲೋಕ ಬೀದರ್ [236, 130, 299, 139]
story-body: ಬಸವಣ್ಣನವರ ವಚನಗಳು, ತತ್ವಗಳು ಸಾರ್ವಕಾಲಿಕ ಪ್ರಸ್ತುತವಾಗಿದ್ದು, ಅವರ ಸಂದೇಶ ಪ್ರತಿಯೊಬ್ಬರು ಪಾಲಿಸಬೇಕು ಎಂದು ಸಚಿವರು ಹೇಳಿದರು. ನಗರದ ಗುಂಪಾ ರಸ್ತೆಯ ಅಕ್ಕಮಹಾದೇವಿ ಬಸವ ಮಂಟಪದ ಆವರಣದಲ್ಲಿ ಬಸವ ಜಯಂತಿ ಉತ್ಸವ ಸಮಿತಿ ಆಯೋಜಿಸಿದ್ದ ಕಾರುಗಳ ರ‍್ಯಾಲಿಗೆ ಚಾಲನೆ ನೀಡಿ ಮಾತನಾಡಿದರು. ಜಾತಿ, ಧರ್ಮ, ಲಿಂಗ ಭೇದವಿಲ್ಲದ ಸಮಾಜ ನಿರ್ಮಾಣಕ್ಕಾಗಿ ಬಸವಣ್ಣನವರು ಶ್ರಮಿಸಿದರು. ಅವರ ಅನುಭವ ಮಂಟಪ ಜಗತ್ತಿನ ಮೊದಲ ಸಂಸತ್ತು ಎಂದರು. ಉತ್ಸವ ಸಮಿತಿ ಅಧ್ಯಕ್ಷರು, ಪದಾಧಿಕಾರಿಗಳು, ಸಮಾಜದ ಮುಖಂಡರು ಹಾಗೂ ನೂರಾರು ಭಕ್ತರು ಪಾಲ್ಗೊಂಡಿದ್ದರು. ರ‍್ಯಾಲಿಯು ನಗರದ ಪ್ರಮುಖ ರಸ್ತೆಗಳಲ್ಲಿ ಸಂಚರಿಸಿ ಬಸವೇಶ್ವರ ವೃತ್ತದಲ್ಲಿ ಸಮಾಪ್ತಿಗೊಂಡಿತು. [382, 416, 814, 453]
top-story [234, 32, 966, 456]
highlight-box-title: ಬಸವ ಜಯಂತಿ ನಿಮಿತ್ತ ಇಷ್ಟಲಿಂಗ ಪೂಜೆ [543, 333, 647, 363]
seminar-photo [620, 1214, 842, 1326]
color-bar [620, 9, 790, 12]
photo-caption: ಬೀದರ್‌ನ ಬಿವಿ ಭೂಮರೆಡ್ಡಿ ಮಹಾವಿದ್ಯಾಲಯದಲ್ಲಿ ನಡೆದ ಎರಡು ದಿನಗಳ ಬಹುಶಿಸ್ತೀಯ ರಾಷ್ಟ್ರಮಟ್ಟದ ವಿಚಾರ ಸಂಕಿರಣದ ಸಮಾರೋಪದಲ್ಲಿ ಹಿರಿಯ ಪತ್ರಕರ್ತ ಶಿವರಾಜ ಹಿರೇಮಠ ಮಾತನಾಡಿದರು. [620, 1328, 817, 1354]
divider [24, 604, 224, 605]
quote-box [384, 1210, 490, 1350]
dateline: ಕಲಬುರಗಿ, ಭಾನುವಾರ,19 ಏಪ್ರಿಲ್ 2026 [795, 4, 910, 13]
divider [234, 844, 966, 845]
divider [24, 1144, 966, 1146]
photo-caption: ಬೀದರ್‌ನ ಸ್ವಾಮಿ ಕಲ್ಯಾಣ ಹಾಲ್‌ನಲ್ಲಿ ನಡೆದ ಯೋಗ, ಧ್ಯಾನ ಹಾಗೂ ಪ್ರಾಣಾಯಾಮ ಶಿಬಿರ ನಡೆಯಿತು. [124, 1352, 351, 1360]
story-band: ಪತಂಜಲಿ ಯೋಗ ಸಮಿತಿಯ ಜಿಲ್ಲಾಘಟಕದಿಂದ ವಿಶೇಷ ಯೋಗ, ಧ್ಯಾನ - ಪ್ರಾಣಾಯಾಮ ಶಿಬಿರ [24, 1186, 490, 1204]
brief-body: ಬೀದರ್: ಗುಂಪಾ ರಿಂಗ್ ರಸ್ತೆಯಲ್ಲಿರುವ ಶ್ರೀ ರೇವಪ್ಪಯ್ಯ ಮಠದ ಜಾತ್ರಾ ಮಹೋತ್ಸವ ಏ.22 ರಿಂದ 23 ರವರೆಗೆ ನಡೆಯಲಿದೆ. ರಥೋತ್ಸವ, ಪಲ್ಲಕ್ಕಿ ಉತ್ಸವ ಹಾಗೂ ಧಾರ್ಮಿಕ ಸಭೆ ಆಯೋಜಿಸಲಾಗಿದೆ ಎಂದು ಸಮಿತಿ ತಿಳಿಸಿದೆ. [84, 512, 224, 549]
quote-author-photo [384, 1216, 420, 1252]
story-headline: ಹಿರೇಮಠ ಸಂಸ್ಥಾನ ಬಸವತತ್ವದ ನಿಜಾಚರಣೆಯ ಮಠ [564, 873, 900, 897]
story-kicker: 371 ಜೆ : ಬಹುಶಿಸ್ತೀಯ ರಾಷ್ಟ್ರಮಟ್ಟದ ವಿಚಾರ ಸಂಕಿರಣಕ್ಕೆ ತೆರೆ [601, 1151, 867, 1166]
divider [24, 304, 224, 305]
highlight-box-right: ಕ್ರೈಸ್ತರಿಗೊಳ್ಳುವ ಹಾಗೂ ಬಸವ ಜಯಂತಿ ನಿಮಿತ್ತ ಆಯೋಜಿಸಿದ ಪೂಜೆಯಲ್ಲಿ ಡಾ.ದೇವರಾಜ ಸ್ವಾಮಿ, ಶರಣೆ ಉಮಾ ವಿಜಯಕುಮಾರ್ ಸೇರಿದಂತೆ ಅನೇಕರು ಪಾಲ್ಗೊಂಡಿದ್ದರು. ಕರ್ತೃ ಗದ್ದುಗೆಗೆ ಪೂಜೆ ಸಲ್ಲಿಸಲಾಯಿತು. [655, 331, 811, 368]
photo-caption: ಬಸವ ಜಯಂತಿ ನಿಮಿತ್ತ ನಗರದ ಬಸವ ಮಂಟಪದಲ್ಲಿ ಸಾಮೂಹಿಕ ಇಷ್ಟಲಿಂಗ ಪೂಜೆ ನಡೆಯಿತು. [678, 300, 886, 308]
highlight-box-title: ಗಮನ ಸೆಳೆದ ರ‍್ಯಾಲಿ [421, 713, 531, 741]
student-photo [24, 1020, 82, 1074]
story-byline: ■ ವಿಕ ಸುದ್ದಿಲೋಕ ಭಾಲ್ಕಿ [743, 520, 801, 529]
story-body: ಹಿರೇಮಠ ಸಂಸ್ಥಾನ ಸಂಪೂರ್ಣವಾಗಿ ಬಸವತತ್ವದ ನಿಜಾಚರಣೆಯ ಮಠವಾಗಿದೆ ಎಂದು ಗಣ್ಯರು ಹೇಳಿದರು. ಪಟ್ಟಣದ ಚನ್ನಬಸವಾಶ್ರಮದ ಪರಿಸರದಲ್ಲಿ ಬಸವ ಜಯಂತಿ ನಿಮಿತ್ತ ಆಯೋಜಿಸಿದ್ದ ಸಾಧಕರ ಸನ್ಮಾನ ಸಮಾರಂಭದಲ್ಲಿ ಮಾತನಾಡಿದರು. ಡಾ.ಚನ್ನಬಸವ ಪಟ್ಟದ್ದೇವರು ಕನ್ನಡ ನಾಡು ನುಡಿಗೆ ಅಪಾರ ಕೊಡುಗೆ ನೀಡಿದ್ದಾರೆ. ಶಿಕ್ಷಣ, ಧಾರ್ಮಿಕ, ಸಾಮಾಜಿಕ ಕ್ಷೇತ್ರಗಳಲ್ಲಿ ಮಠದ ಸೇವೆ ಅನನ್ಯ ಎಂದರು. ವೇದಿಕೆಯಲ್ಲಿ ಗುರುಬಸವ ಪಟ್ಟದ್ದೇವರು, ಮಹಾಲಿಂಗ ಸ್ವಾಮೀಜಿ, ವಿವಿಧ ಮಠಗಳ ಶರಣರು ಉಪಸ್ಥಿತರಿದ್ದರು. [500, 1026, 610, 1130]
story-byline: ■ ವಿಕ ಸುದ್ದಿಲೋಕ ಭಾಲ್ಕಿ [236, 524, 294, 533]
left-brief-column [24, 32, 224, 1140]
rally-highlight-box [360, 714, 598, 804]
website-link[interactable]: www.vijaykarnataka.com [500, 5, 598, 15]
brief-title: ನಿಷೇಧಾಜ್ಞೆ ಜಾರಿಗೊಳಿಸಿ ಜಿಲ್ಲಾಧಿಕಾರಿ ಆದೇಶ [38, 58, 210, 72]
hiremath-story [498, 848, 966, 1142]
